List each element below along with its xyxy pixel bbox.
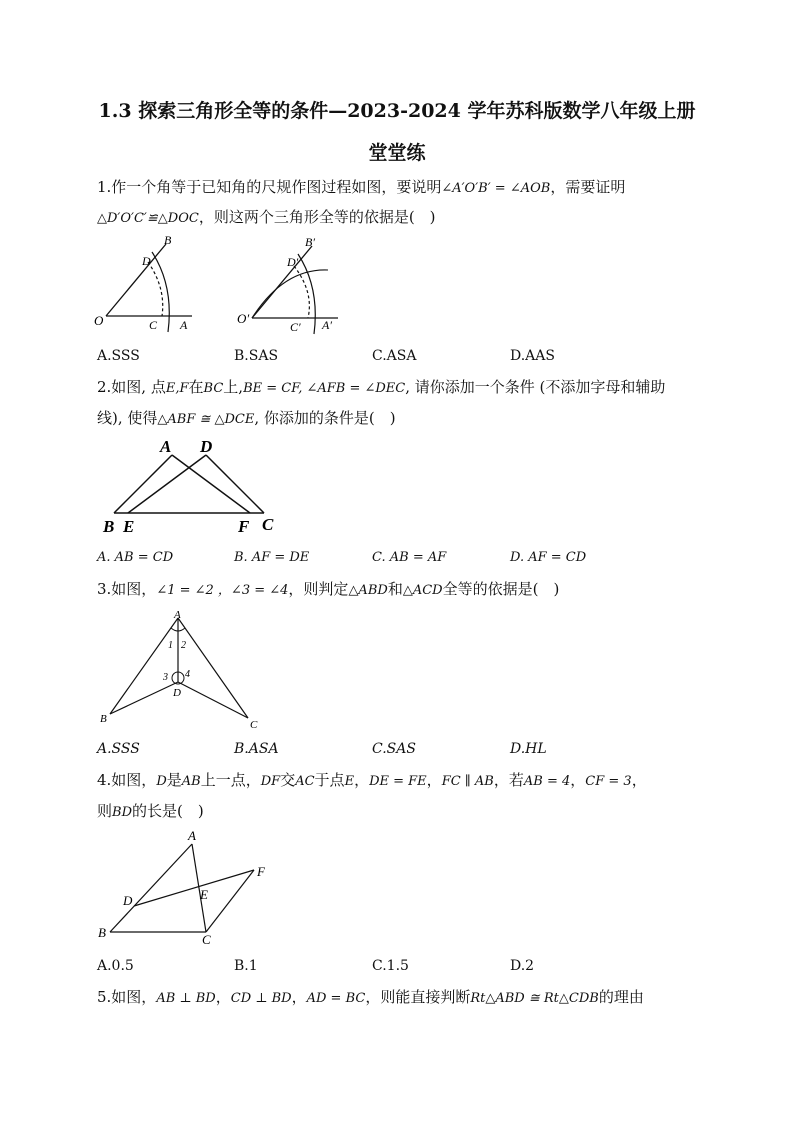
q2-stem-line2: 线), 使得△ABF ≅ △DCE, 你添加的条件是( ) bbox=[97, 409, 396, 427]
q4-figure bbox=[96, 828, 276, 948]
q1-stem-line2: △D′O′C′≌△DOC，则这两个三角形全等的依据是( ) bbox=[97, 208, 436, 226]
q4-label-B: B bbox=[98, 925, 106, 940]
q4-label-F: F bbox=[257, 864, 265, 879]
q5-stem-line1: 5.如图，AB ⊥ BD，CD ⊥ BD，AD = BC，则能直接判断Rt△ABD ≅ Rt△CDB的理由 bbox=[97, 988, 644, 1006]
q2-option-c[interactable]: C. AB = AF bbox=[372, 550, 447, 565]
q3-label-A: A bbox=[174, 609, 181, 621]
q4-label-C: C bbox=[202, 932, 211, 947]
q3-label-B: B bbox=[100, 713, 107, 725]
q3-label-1: 1 bbox=[168, 640, 173, 651]
q2-option-a[interactable]: A. AB = CD bbox=[97, 550, 174, 565]
q3-option-a[interactable]: A.SSS bbox=[97, 741, 140, 757]
q1-figure-original-angle bbox=[92, 232, 202, 332]
q2-figure bbox=[100, 435, 280, 535]
q4-label-E: E bbox=[200, 887, 208, 902]
q2-label-D: D bbox=[200, 437, 213, 456]
q3-label-D: D bbox=[173, 687, 181, 699]
q1-fig1-label-A: A bbox=[180, 318, 188, 332]
q4-stem-line2: 则BD的长是( ) bbox=[97, 802, 204, 820]
q3-figure bbox=[96, 606, 276, 736]
q1-fig1-label-B: B bbox=[164, 233, 172, 247]
q1-fig2-label-C: C′ bbox=[290, 320, 301, 334]
q3-stem-line1: 3.如图，∠1 = ∠2 ，∠3 = ∠4，则判定△ABD和△ACD全等的依据是( ) bbox=[97, 580, 560, 598]
q4-option-b[interactable]: B.1 bbox=[234, 958, 258, 974]
q2-label-B: B bbox=[103, 517, 115, 536]
q1-fig2-label-O: O′ bbox=[237, 311, 250, 326]
q1-option-a[interactable]: A.SSS bbox=[97, 348, 140, 364]
q2-stem-line1: 2.如图, 点E,F在BC上,BE = CF, ∠AFB = ∠DEC, 请你添加一个条件 (不添加字母和辅助 bbox=[97, 378, 666, 396]
q2-label-C: C bbox=[262, 515, 274, 534]
q3-option-d[interactable]: D.HL bbox=[510, 741, 547, 757]
q2-option-d[interactable]: D. AF = CD bbox=[510, 550, 587, 565]
q4-label-A: A bbox=[188, 828, 196, 843]
q4-stem-line1: 4.如图，D是AB上一点，DF交AC于点E，DE = FE，FC ∥ AB，若AB = 4，CF = 3， bbox=[97, 771, 647, 789]
q3-label-C: C bbox=[250, 719, 258, 731]
q4-option-a[interactable]: A.0.5 bbox=[97, 958, 134, 974]
q3-label-4: 4 bbox=[185, 669, 190, 680]
q3-option-b[interactable]: B.ASA bbox=[234, 741, 279, 757]
q3-option-c[interactable]: C.SAS bbox=[372, 741, 416, 757]
q3-label-3: 3 bbox=[163, 672, 168, 683]
q1-option-b[interactable]: B.SAS bbox=[234, 348, 279, 364]
q4-option-c[interactable]: C.1.5 bbox=[372, 958, 409, 974]
q1-figure-constructed-angle bbox=[232, 232, 352, 337]
q1-fig1-label-D: D bbox=[142, 254, 151, 268]
q1-option-c[interactable]: C.ASA bbox=[372, 348, 417, 364]
document-subtitle: 堂堂练 bbox=[368, 142, 426, 164]
q2-label-A: A bbox=[160, 437, 172, 456]
document-title: 1.3 探索三角形全等的条件—2023-2024 学年苏科版数学八年级上册 bbox=[98, 100, 696, 122]
q4-label-D: D bbox=[123, 893, 133, 908]
q1-fig2-label-B: B′ bbox=[305, 235, 315, 249]
q4-option-d[interactable]: D.2 bbox=[510, 958, 535, 974]
q1-fig1-label-C: C bbox=[149, 318, 158, 332]
q1-fig2-label-D: D′ bbox=[287, 255, 299, 269]
q1-fig2-label-A: A′ bbox=[322, 318, 332, 332]
q1-stem-line1: 1.作一个角等于已知角的尺规作图过程如图，要说明∠A′O′B′ = ∠AOB，需要证明 bbox=[97, 178, 626, 196]
q2-label-E: E bbox=[123, 517, 135, 536]
q3-label-2: 2 bbox=[181, 640, 186, 651]
q1-option-d[interactable]: D.AAS bbox=[510, 348, 555, 364]
q1-fig1-label-O: O bbox=[94, 313, 104, 328]
q2-option-b[interactable]: B. AF = DE bbox=[234, 550, 310, 565]
q2-label-F: F bbox=[238, 517, 250, 536]
